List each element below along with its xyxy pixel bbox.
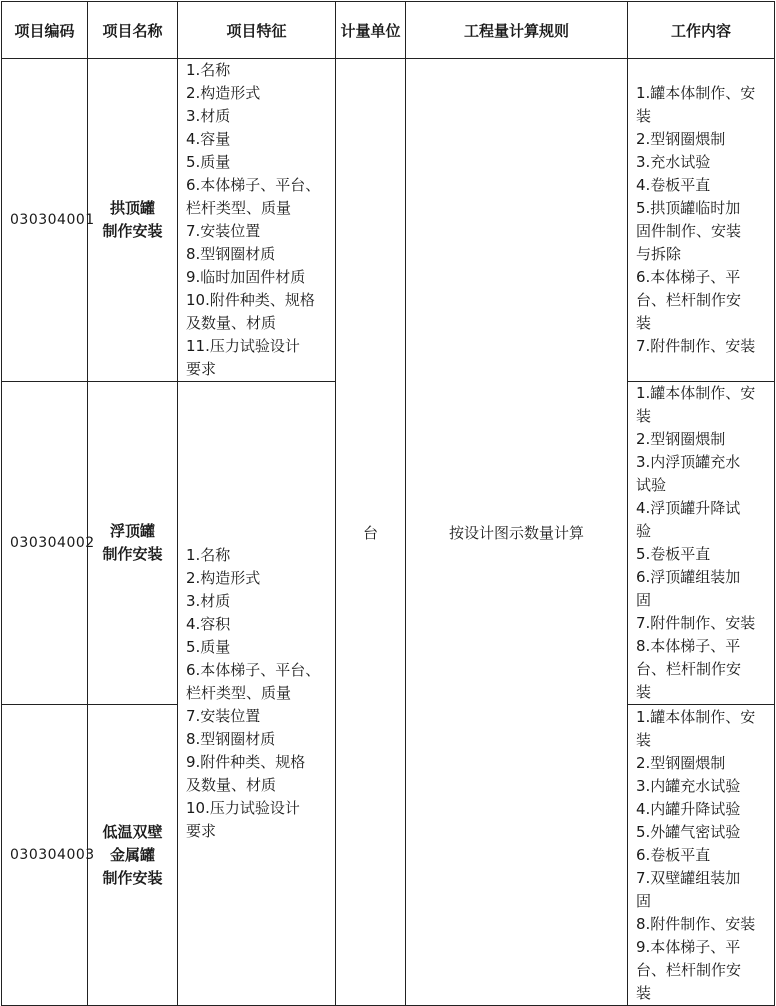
list-item: 3.内浮顶罐充水 试验 [636, 453, 741, 494]
unit-cell: 台 [336, 59, 406, 1006]
item-code: 030304002 [2, 382, 88, 705]
item-code: 030304001 [2, 59, 88, 382]
item-name: 低温双壁 金属罐 制作安装 [88, 705, 178, 1006]
list-item: 1.名称 [186, 61, 231, 79]
list-item: 8.型钢圈材质 [186, 730, 276, 748]
list-item: 5.拱顶罐临时加 固件制作、安装 与拆除 [636, 199, 742, 263]
list-item: 10.压力试验设计 要求 [186, 799, 300, 840]
list-item: 6.浮顶罐组装加 固 [636, 568, 741, 609]
list-item: 4.容量 [186, 130, 231, 148]
list-item: 1.罐本体制作、安 装 [636, 384, 756, 425]
list-item: 10.附件种类、规格 及数量、材质 [186, 291, 315, 332]
list-item: 3.材质 [186, 592, 231, 610]
list-item: 8.型钢圈材质 [186, 245, 276, 263]
list-item: 5.质量 [186, 153, 231, 171]
list-item: 3.内罐充水试验 [636, 776, 741, 795]
item-work [628, 705, 775, 1006]
list-item: 4.容积 [186, 615, 231, 633]
list-item: 8.附件制作、安装 [636, 914, 756, 933]
item-name: 拱顶罐 制作安装 [88, 59, 178, 382]
feature-list [178, 544, 335, 843]
item-name: 浮顶罐 制作安装 [88, 382, 178, 705]
list-item: 9.临时加固件材质 [186, 268, 306, 286]
list-item: 6.卷板平直 [636, 845, 711, 864]
item-work [628, 59, 775, 382]
item-features-shared [178, 382, 336, 1006]
list-item: 1.罐本体制作、安 装 [636, 707, 756, 749]
header-unit: 计量单位 [336, 2, 406, 59]
list-item: 6.本体梯子、平 台、栏杆制作安 装 [636, 268, 742, 332]
list-item: 6.本体梯子、平台、 栏杆类型、质量 [186, 661, 321, 702]
list-item: 11.压力试验设计 要求 [186, 337, 300, 378]
list-item: 1.名称 [186, 546, 231, 564]
list-item: 4.内罐升降试验 [636, 799, 741, 818]
list-item: 2.型钢圈煨制 [636, 430, 726, 448]
list-item: 3.材质 [186, 107, 231, 125]
list-item: 9.本体梯子、平 台、栏杆制作安 装 [636, 937, 742, 1002]
list-item: 4.浮顶罐升降试 验 [636, 499, 741, 540]
header-code: 项目编码 [2, 2, 88, 59]
header-features: 项目特征 [178, 2, 336, 59]
header-name: 项目名称 [88, 2, 178, 59]
list-item: 1.罐本体制作、安 装 [636, 84, 756, 125]
list-item: 2.型钢圈煨制 [636, 130, 726, 148]
item-code: 030304003 [2, 705, 88, 1006]
table-row [2, 59, 775, 382]
bill-of-quantities-table [1, 1, 775, 1006]
feature-list [178, 59, 335, 381]
list-item: 9.附件种类、规格 及数量、材质 [186, 753, 306, 794]
list-item: 2.构造形式 [186, 569, 261, 587]
header-work: 工作内容 [628, 2, 775, 59]
list-item: 7.附件制作、安装 [636, 614, 756, 632]
header-row [2, 2, 775, 59]
list-item: 8.本体梯子、平 台、栏杆制作安 装 [636, 637, 742, 701]
list-item: 4.卷板平直 [636, 176, 711, 194]
work-list [628, 706, 774, 1005]
list-item: 5.质量 [186, 638, 231, 656]
list-item: 3.充水试验 [636, 153, 711, 171]
list-item: 5.卷板平直 [636, 545, 711, 563]
list-item: 7.双壁罐组装加 固 [636, 868, 741, 910]
rule-cell: 按设计图示数量计算 [406, 59, 628, 1006]
item-features [178, 59, 336, 382]
header-rule: 工程量计算规则 [406, 2, 628, 59]
list-item: 6.本体梯子、平台、 栏杆类型、质量 [186, 176, 321, 217]
work-list [628, 382, 774, 704]
list-item: 2.构造形式 [186, 84, 261, 102]
list-item: 7.安装位置 [186, 222, 261, 240]
list-item: 7.安装位置 [186, 707, 261, 725]
list-item: 2.型钢圈煨制 [636, 753, 726, 772]
work-list [628, 82, 774, 358]
list-item: 7.附件制作、安装 [636, 337, 756, 355]
item-work [628, 382, 775, 705]
list-item: 5.外罐气密试验 [636, 822, 741, 841]
